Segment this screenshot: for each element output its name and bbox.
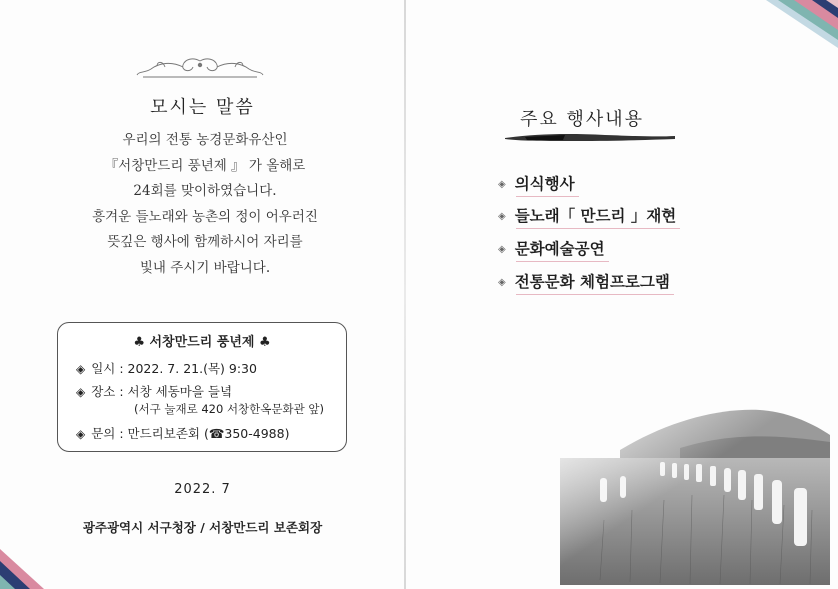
diamond-bullet-icon: ◈ bbox=[498, 277, 506, 288]
message-line: 빛내 주시기 바랍니다. bbox=[139, 259, 271, 276]
message-line: 『서창만드리 풍년제 』 가 올해로 bbox=[104, 157, 306, 174]
message-line: 우리의 전통 농경문화유산인 bbox=[122, 132, 288, 148]
corner-pattern-top-right bbox=[766, 0, 838, 48]
event-place-row bbox=[76, 382, 232, 400]
issuer-line: 광주광역시 서구청장 / 서창만드리 보존회장 bbox=[82, 520, 323, 535]
floral-ornament-icon bbox=[135, 55, 265, 81]
event-item-label: 들노래「 만드리 」재현 bbox=[514, 207, 677, 225]
event-place-value: 서창 세동마을 들녘 bbox=[127, 384, 233, 399]
diamond-bullet-icon: ◈ bbox=[498, 179, 506, 190]
event-place-label: 장소 : bbox=[91, 384, 128, 399]
page-fold bbox=[404, 0, 406, 589]
message-line: 24회를 맞이하였습니다. bbox=[133, 183, 277, 199]
event-info-box bbox=[57, 322, 347, 452]
rice-field-photo bbox=[560, 400, 830, 585]
message-line: 흥겨운 들노래와 농촌의 정이 어우러진 bbox=[92, 208, 318, 225]
corner-pattern-bottom-left bbox=[0, 549, 44, 589]
issue-date: 2022. 7 bbox=[174, 482, 231, 497]
event-date-row bbox=[76, 359, 257, 377]
event-info-title: ♣ 서창만드리 풍년제 ♣ bbox=[133, 335, 271, 350]
event-item-field-song bbox=[498, 204, 676, 226]
event-item-performance bbox=[498, 237, 605, 259]
event-contact-label: 문의 : bbox=[91, 426, 128, 441]
item-underline bbox=[516, 228, 680, 229]
event-contact-value: 만드리보존회 (☎350-4988) bbox=[127, 426, 290, 441]
brush-stroke-icon bbox=[505, 131, 675, 143]
event-item-label: 문화예술공연 bbox=[514, 240, 605, 258]
event-date-value: 2022. 7. 21.(목) 9:30 bbox=[127, 361, 257, 376]
diamond-bullet-icon: ◈ bbox=[498, 244, 506, 255]
section-title: 주요 행사내용 bbox=[520, 109, 645, 130]
event-place-detail: (서구 눌재로 420 서창한옥문화관 앞) bbox=[134, 402, 324, 416]
item-underline bbox=[516, 196, 579, 197]
diamond-bullet-icon: ◈ bbox=[76, 385, 86, 399]
event-item-label: 전통문화 체험프로그램 bbox=[514, 273, 670, 291]
item-underline bbox=[516, 261, 609, 262]
diamond-bullet-icon: ◈ bbox=[76, 362, 86, 376]
diamond-bullet-icon: ◈ bbox=[498, 211, 506, 222]
message-line: 뜻깊은 행사에 함께하시어 자리를 bbox=[107, 234, 303, 250]
event-item-label: 의식행사 bbox=[514, 175, 575, 193]
diamond-bullet-icon: ◈ bbox=[76, 427, 86, 441]
event-contact-row bbox=[76, 424, 289, 442]
event-item-experience bbox=[498, 270, 670, 292]
event-date-label: 일시 : bbox=[91, 361, 128, 376]
greeting-title: 모시는 말씀 bbox=[150, 97, 255, 118]
event-item-ceremony bbox=[498, 172, 575, 194]
invitation-message bbox=[40, 128, 370, 281]
left-page bbox=[0, 0, 405, 589]
item-underline bbox=[516, 294, 674, 295]
